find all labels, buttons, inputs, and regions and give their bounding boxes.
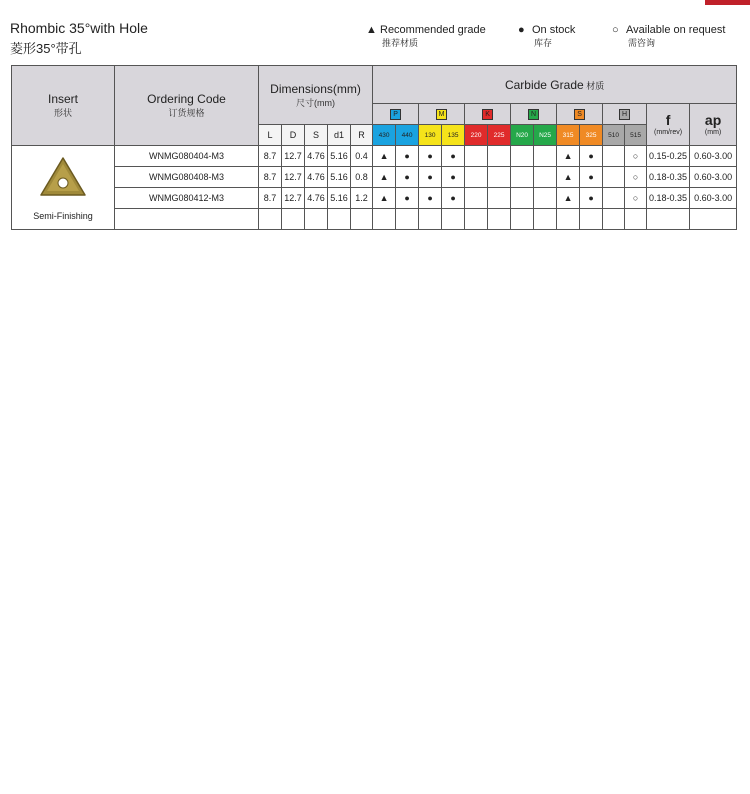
grade-430: 430 [373, 125, 396, 146]
empty-cell [580, 209, 603, 230]
header-f [647, 104, 690, 146]
top-bar [0, 0, 750, 5]
empty-cell [305, 209, 328, 230]
legend-on-request-label: Available on request [626, 24, 726, 36]
grade-mark [511, 188, 534, 209]
dim-r-header: R [351, 125, 373, 146]
grade-mark: ○ [625, 146, 647, 167]
dim-d1: 5.16 [328, 167, 351, 188]
dim-d-header: D [282, 125, 305, 146]
grade-mark: ● [580, 167, 603, 188]
group-p [373, 104, 419, 125]
group-m-tag: M [436, 109, 447, 120]
ap-value: 0.60-3.00 [690, 167, 737, 188]
legend-recommended-label-cn: 推荐材质 [382, 38, 419, 48]
grade-mark: ● [419, 146, 442, 167]
grade-mark [465, 188, 488, 209]
grade-mark: ● [580, 146, 603, 167]
product-table [11, 65, 737, 230]
dim-d: 12.7 [282, 167, 305, 188]
group-p-tag: P [390, 109, 401, 120]
group-h-tag: H [619, 109, 630, 120]
top-bar-accent [705, 0, 750, 5]
ordering-code: WNMG080408-M3 [115, 167, 259, 188]
dim-l: 8.7 [259, 188, 282, 209]
grade-mark: ▲ [373, 146, 396, 167]
header-ap [690, 104, 737, 146]
group-h [603, 104, 647, 125]
grade-225: 225 [488, 125, 511, 146]
header-dimensions-label: Dimensions(mm) [270, 81, 361, 96]
header-dimensions [259, 66, 373, 125]
grade-mark [488, 167, 511, 188]
grade-mark: ● [419, 167, 442, 188]
group-n-tag: N [528, 109, 539, 120]
table-row [12, 188, 737, 209]
dim-l: 8.7 [259, 146, 282, 167]
header-dimensions-label-cn: 尺寸(mm) [296, 97, 336, 108]
grade-mark [603, 167, 625, 188]
group-n [511, 104, 557, 125]
filled-circle-icon: ● [518, 24, 525, 36]
grade-135: 135 [442, 125, 465, 146]
header-ap-unit: (mm) [704, 128, 722, 136]
grade-mark: ○ [625, 167, 647, 188]
dim-l: 8.7 [259, 167, 282, 188]
empty-cell [488, 209, 511, 230]
header-insert-label-cn: 形状 [53, 108, 72, 118]
grade-mark [603, 188, 625, 209]
feed-value: 0.15-0.25 [647, 146, 690, 167]
grade-mark [534, 146, 557, 167]
empty-cell [419, 209, 442, 230]
grade-mark: ● [396, 188, 419, 209]
legend-recommended-label: Recommended grade [380, 24, 486, 36]
header-f-label: f [665, 111, 671, 128]
grade-mark [511, 167, 534, 188]
dim-r: 0.8 [351, 167, 373, 188]
empty-cell [282, 209, 305, 230]
grade-mark: ▲ [373, 188, 396, 209]
legend-on-stock-label-cn: 库存 [534, 38, 553, 48]
feed-value: 0.18-0.35 [647, 167, 690, 188]
grade-325: 325 [580, 125, 603, 146]
dim-d1: 5.16 [328, 188, 351, 209]
grade-mark: ● [580, 188, 603, 209]
page-title-cn: 菱形35°带孔 [10, 41, 82, 56]
grade-130: 130 [419, 125, 442, 146]
grade-mark: ▲ [557, 167, 580, 188]
grade-n25: N25 [534, 125, 557, 146]
grade-510: 510 [603, 125, 625, 146]
empty-cell [690, 209, 737, 230]
dim-l-header: L [259, 125, 282, 146]
header-insert-label: Insert [47, 92, 78, 106]
ordering-code: WNMG080412-M3 [115, 188, 259, 209]
legend-on-request-label-cn: 需咨询 [628, 38, 656, 48]
triangle-icon: ▲ [366, 24, 377, 36]
open-circle-icon: ○ [612, 24, 619, 36]
empty-cell [442, 209, 465, 230]
grade-mark [534, 167, 557, 188]
grade-mark [465, 167, 488, 188]
table-row [12, 146, 737, 167]
dim-s: 4.76 [305, 188, 328, 209]
group-s [557, 104, 603, 125]
grade-315: 315 [557, 125, 580, 146]
grade-mark: ● [396, 146, 419, 167]
grade-mark: ● [442, 188, 465, 209]
ap-value: 0.60-3.00 [690, 188, 737, 209]
dim-s: 4.76 [305, 167, 328, 188]
empty-cell [557, 209, 580, 230]
empty-cell [351, 209, 373, 230]
group-k [465, 104, 511, 125]
ordering-code: WNMG080404-M3 [115, 146, 259, 167]
insert-type-label: Semi-Finishing [33, 210, 93, 221]
legend-recommended [366, 24, 486, 49]
grade-220: 220 [465, 125, 488, 146]
grade-mark: ▲ [557, 188, 580, 209]
table-row-empty [12, 209, 737, 230]
dim-d: 12.7 [282, 188, 305, 209]
empty-cell [115, 209, 259, 230]
grade-mark: ● [442, 167, 465, 188]
group-s-tag: S [574, 109, 585, 120]
dim-r: 0.4 [351, 146, 373, 167]
empty-cell [328, 209, 351, 230]
header-f-unit: (mm/rev) [654, 128, 683, 136]
empty-cell [373, 209, 396, 230]
grade-n20: N20 [511, 125, 534, 146]
grade-515: 515 [625, 125, 647, 146]
dim-d: 12.7 [282, 146, 305, 167]
feed-value: 0.18-0.35 [647, 188, 690, 209]
group-k-tag: K [482, 109, 493, 120]
header-carbide-grade [373, 66, 737, 104]
group-m [419, 104, 465, 125]
grade-mark [488, 146, 511, 167]
empty-cell [647, 209, 690, 230]
grade-mark [465, 146, 488, 167]
legend-on-stock-label: On stock [532, 24, 576, 36]
empty-cell [534, 209, 557, 230]
header-ordering-code-label: Ordering Code [147, 92, 226, 106]
grade-mark: ▲ [373, 167, 396, 188]
grade-mark [511, 146, 534, 167]
ap-value: 0.60-3.00 [690, 146, 737, 167]
header-ap-label: ap [704, 111, 722, 128]
grade-mark: ● [396, 167, 419, 188]
header-ordering-code [115, 66, 259, 146]
page-title: Rhombic 35°with Hole [10, 20, 148, 36]
dim-r: 1.2 [351, 188, 373, 209]
grade-mark: ○ [625, 188, 647, 209]
table-row [12, 167, 737, 188]
header-ordering-code-label-cn: 订货规格 [168, 108, 205, 118]
legend-on-request [612, 24, 725, 49]
grade-mark [534, 188, 557, 209]
grade-440: 440 [396, 125, 419, 146]
grade-mark: ▲ [557, 146, 580, 167]
empty-cell [625, 209, 647, 230]
legend-on-stock [518, 24, 575, 49]
dim-s: 4.76 [305, 146, 328, 167]
empty-cell [396, 209, 419, 230]
grade-mark [488, 188, 511, 209]
grade-mark: ● [419, 188, 442, 209]
insert-image-cell [12, 146, 115, 230]
empty-cell [259, 209, 282, 230]
trigon-insert-icon [38, 155, 88, 205]
dim-s-header: S [305, 125, 328, 146]
grade-mark: ● [442, 146, 465, 167]
empty-cell [511, 209, 534, 230]
empty-cell [603, 209, 625, 230]
dim-d1: 5.16 [328, 146, 351, 167]
header-carbide-grade-label: Carbide Grade [504, 77, 584, 92]
grade-mark [603, 146, 625, 167]
empty-cell [465, 209, 488, 230]
header-insert [12, 66, 115, 146]
dim-d1-header: d1 [328, 125, 351, 146]
header-carbide-grade-label-cn: 材质 [586, 80, 605, 91]
